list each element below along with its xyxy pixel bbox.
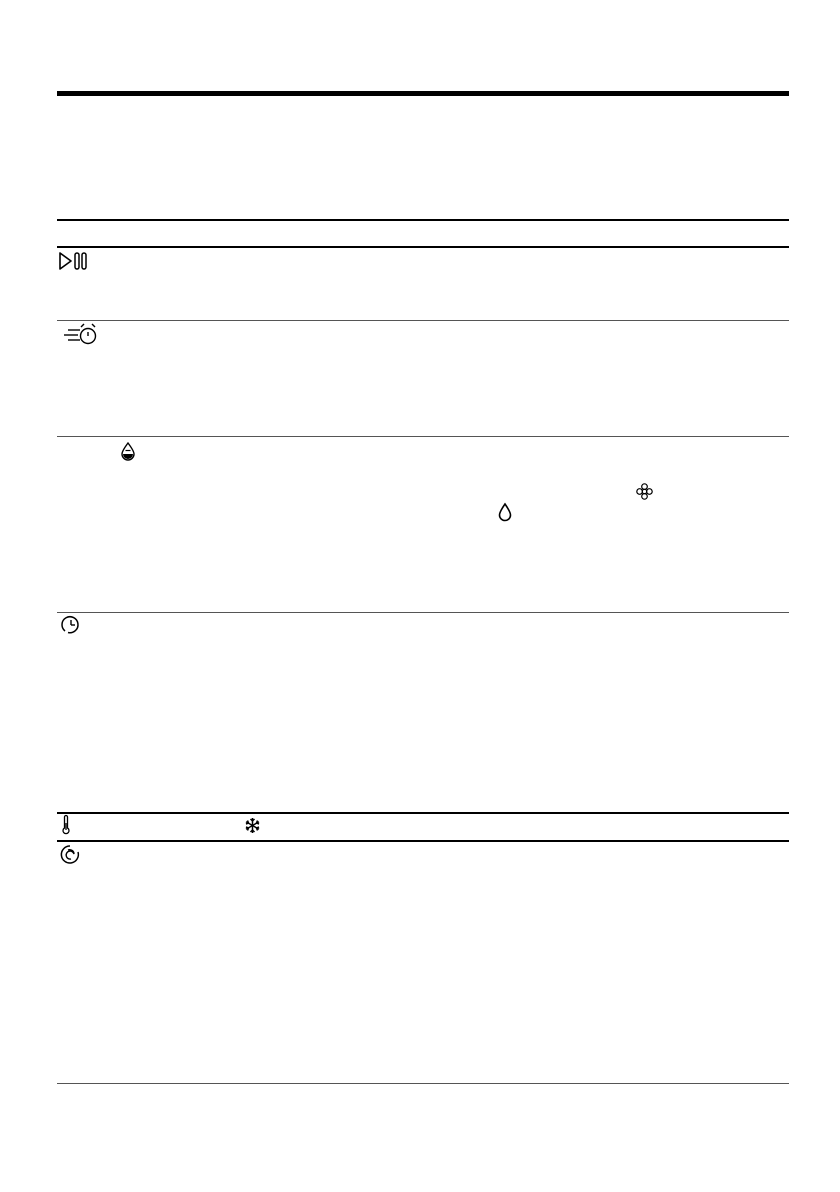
top-rule bbox=[57, 91, 789, 96]
table-header-top-rule bbox=[57, 219, 789, 221]
row-divider bbox=[57, 436, 789, 437]
spiral-icon bbox=[61, 845, 81, 865]
clock-icon bbox=[61, 615, 81, 635]
row-divider bbox=[57, 320, 789, 321]
flower-icon bbox=[636, 483, 653, 500]
row-divider bbox=[57, 812, 789, 814]
drop-icon bbox=[498, 503, 512, 521]
thermometer-icon bbox=[61, 815, 71, 835]
water-drop-level-icon bbox=[121, 442, 135, 460]
table-header-bottom-rule bbox=[57, 246, 789, 248]
snowflake-icon bbox=[244, 817, 261, 834]
fast-alarm-icon bbox=[64, 323, 98, 345]
row-divider bbox=[57, 612, 789, 613]
row-divider bbox=[57, 840, 789, 842]
start-pause-icon bbox=[58, 252, 88, 270]
table-bottom-rule bbox=[57, 1083, 789, 1084]
